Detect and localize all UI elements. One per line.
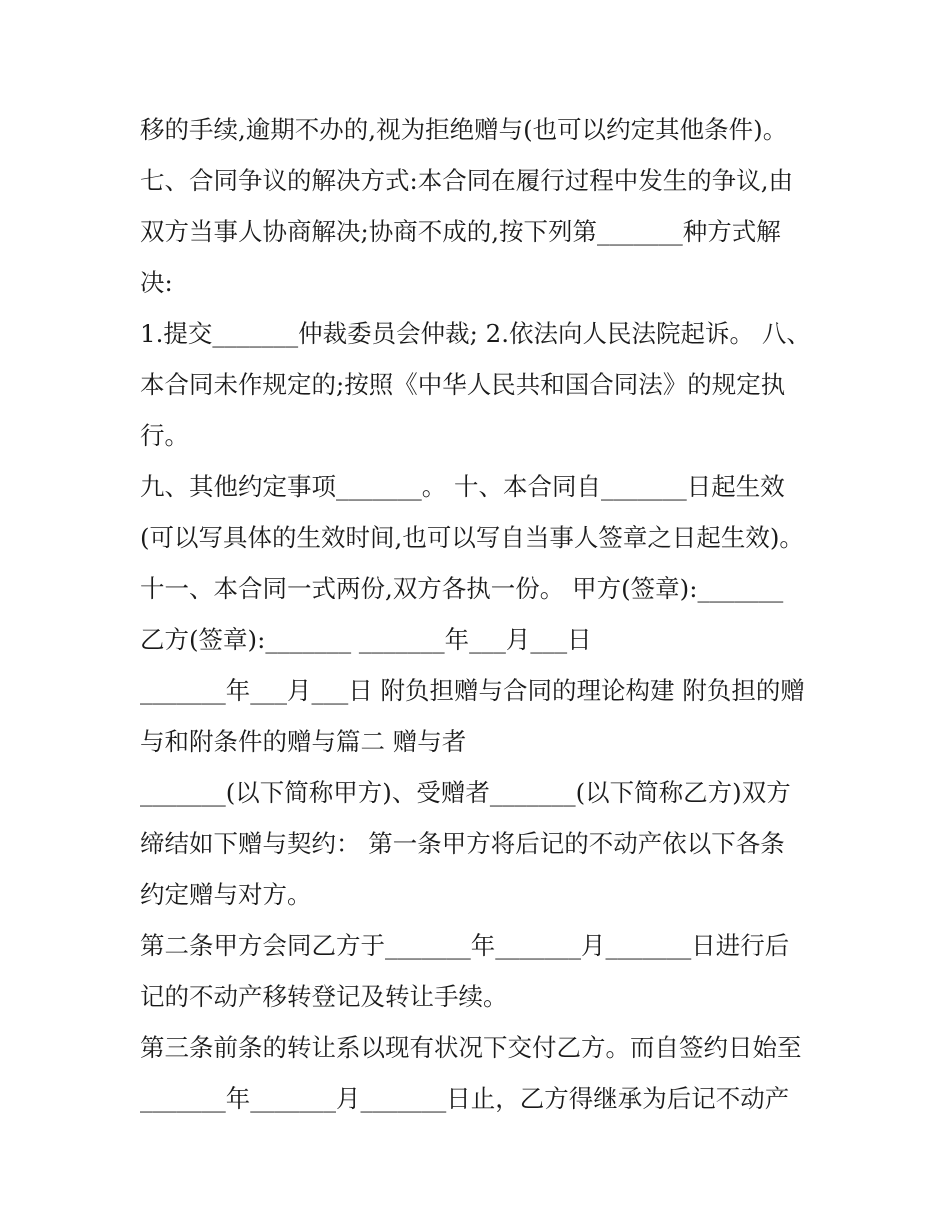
text-line-11: 乙方(签章):_______ _______年___月___日: [140, 625, 592, 654]
text-line-20: _______年_______月_______日止，乙方得继承为后记不动产: [140, 1084, 790, 1113]
text-line-3: 双方当事人协商解决;协商不成的,按下列第_______种方式解: [140, 217, 781, 246]
text-line-12: _______年___月___日 附负担赠与合同的理论构建 附负担的赠: [140, 676, 805, 705]
text-line-14: _______(以下简称甲方)、受赠者_______(以下简称乙方)双方: [140, 778, 791, 807]
contract-text: [140, 104, 830, 1124]
text-line-17: 第二条甲方会同乙方于_______年_______月_______日进行后: [140, 931, 790, 960]
text-line-4: 决:: [140, 268, 173, 297]
text-line-8: 九、其他约定事项_______。 十、本合同自_______日起生效: [140, 472, 785, 501]
text-line-18: 记的不动产移转登记及转让手续。: [140, 982, 508, 1011]
text-line-1: 移的手续,逾期不办的,视为拒绝赠与(也可以约定其他条件)。: [140, 115, 788, 144]
text-line-9: (可以写具体的生效时间,也可以写自当事人签章之日起生效)。: [140, 523, 804, 552]
text-line-6: 本合同未作规定的;按照《中华人民共和国合同法》的规定执: [140, 370, 786, 399]
text-line-2: 七、合同争议的解决方式:本合同在履行过程中发生的争议,由: [140, 166, 794, 195]
text-line-13: 与和附条件的赠与篇二 赠与者: [140, 727, 467, 756]
text-line-16: 约定赠与对方。: [140, 880, 312, 909]
text-line-19: 第三条前条的转让系以现有状况下交付乙方。而自签约日始至: [140, 1033, 802, 1062]
text-line-15: 缔结如下赠与契约： 第一条甲方将后记的不动产依以下各条: [140, 829, 785, 858]
text-line-10: 十一、本合同一式两份,双方各执一份。 甲方(签章):_______: [140, 574, 784, 603]
text-line-7: 行。: [140, 421, 189, 450]
text-line-5: 1.提交_______仲裁委员会仲裁; 2.依法向人民法院起诉。 八、: [140, 319, 811, 348]
